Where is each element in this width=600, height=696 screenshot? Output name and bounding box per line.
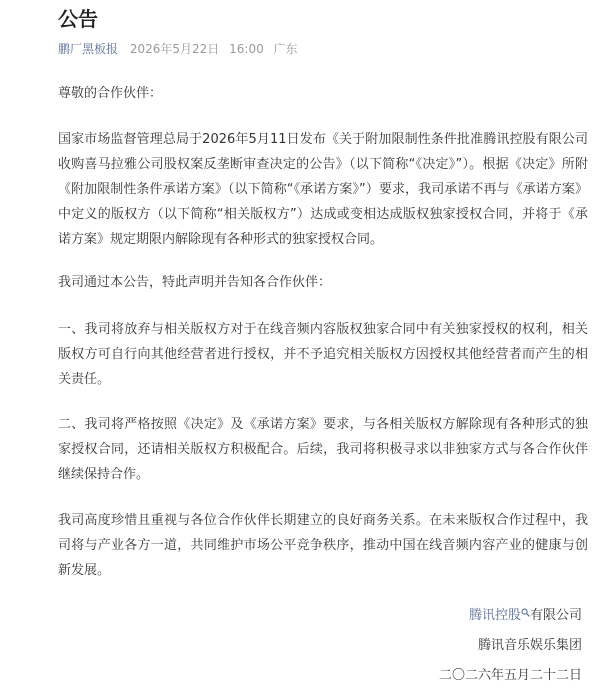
signature-date: 二〇二六年五月二十二日 (438, 668, 582, 683)
announcement-paragraph-2: 我司通过本公告，特此声明并告知各合作伙伴： (58, 275, 332, 290)
company-search-link[interactable]: 腾讯控股 (468, 608, 521, 623)
publish-location: 广东 (273, 42, 298, 56)
announcement-paragraph-5: 我司高度珍惜且重视与各位合作伙伴长期建立的良好商务关系。在未来版权合作过程中，我司将与产业各方一道，共同维护市场公平竞争秩序，推动中国在线音频内容产业的健康与创新发展。 (58, 513, 588, 578)
announcement-paragraph-3: 一、我司将放弃与相关版权方对于在线音频内容版权独家合同中有关独家授权的权利，相关版权方可自行向其他经营者进行授权，并不予追究相关版权方因授权其他经营者而产生的相关责任。 (58, 322, 588, 387)
publish-date: 2026年5月22日 (129, 42, 220, 56)
announcement-paragraph-1: 国家市场监督管理总局于2026年5月11日发布《关于附加限制性条件批准腾讯控股有限公司收购喜马拉雅公司股权案反垄断审查决定的公告》（以下简称“《决定》”）。根据《决定》所附《附加限制性条件承诺方案》（以下简称“《承诺方案》”）要求，我司承诺不再与《承诺方案》中定义的版权方（以下简称“相关版权方”）达成或变相达成版权独家授权合同，并将于《承诺方案》规定期限内解除现有各种形式的独家授权合同。 (58, 132, 588, 247)
signature-company (469, 607, 582, 625)
company-name-rest: 有限公司 (529, 608, 582, 623)
search-icon[interactable] (521, 608, 530, 617)
article-meta (58, 41, 298, 57)
greeting-paragraph: 尊敬的合作伙伴： (58, 86, 163, 101)
account-name-link[interactable]: 鹏厂黑板报 (58, 42, 119, 56)
publish-time: 16:00 (229, 42, 264, 56)
article-title: 公告 (58, 7, 98, 31)
announcement-paragraph-4: 二、我司将严格按照《决定》及《承诺方案》要求，与各相关版权方解除现有各种形式的独家授权合同，还请相关版权方积极配合。后续，我司将积极寻求以非独家方式与各合作伙伴继续保持合作。 (58, 417, 588, 482)
signature-group: 腾讯音乐娱乐集团 (477, 638, 582, 653)
